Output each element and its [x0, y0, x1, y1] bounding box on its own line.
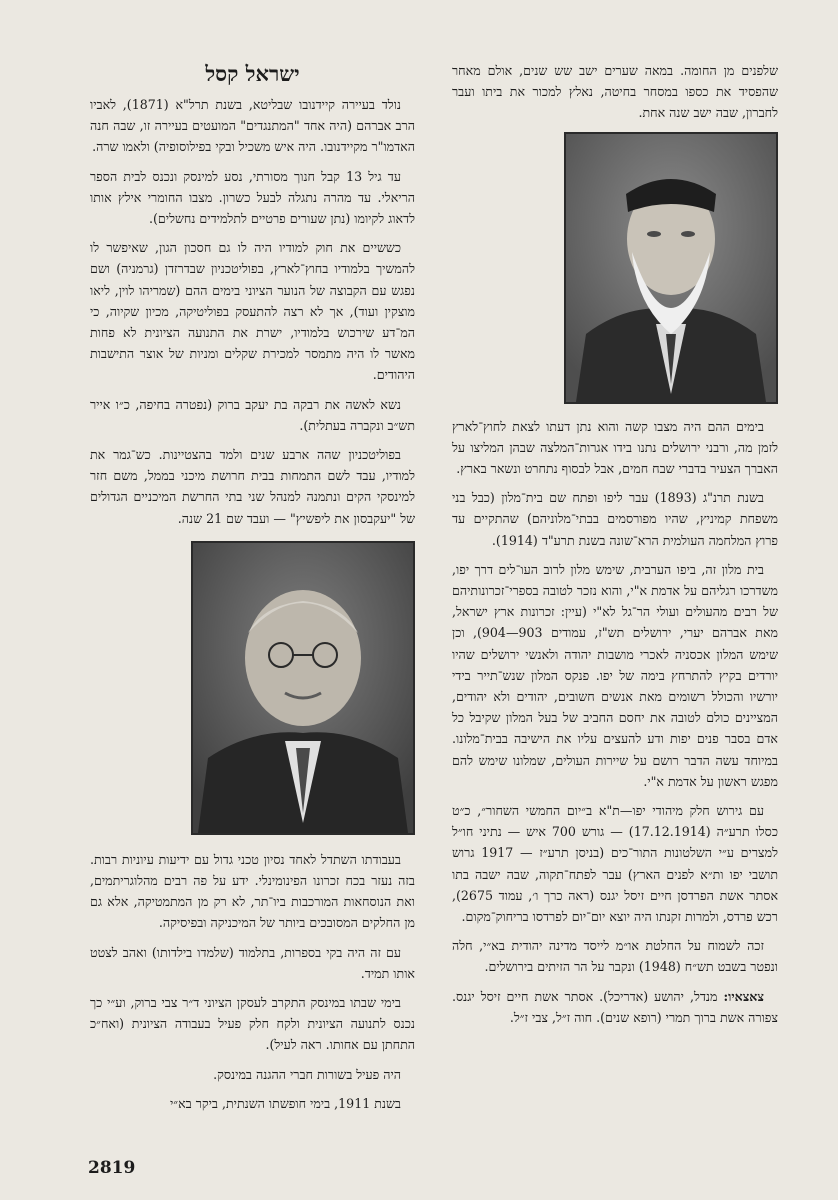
paragraph: בשנת תרנ"ג (1893) עבר ליפו ופתח שם בית־מלון (כבל בני משפחת קמיניץ, שהיו מפורסמים בבתי־מלוניהם) שהתקיים עד פרוץ המלחמה העולמית הרא־שונה בשנת תרע"ד (1914). [452, 490, 778, 548]
paragraph: שלפנים מן החומה. במאה שערים ישב שש שנים, אולם מאחר שהפסיד את כספו במסחר בחיטה, נאלץ למכור את ביתו ועבר לחברון, שבה ישב שנה אחת. [452, 63, 778, 121]
paragraph: עם זה היה בקי בספרות, בתלמוד (שלמדו בילדותו) ואהב לצטט אותו תמיד. [90, 944, 415, 981]
left-column [90, 60, 415, 1122]
paragraph: עד גיל 13 קבל חנוך מסורתי, נסע למינסק ונכנס לבית הספר הריאלי. עד מהרה נתגלה לבעל כשרון. מצבו החומרי אילץ אותו לדאוג לקיומו (נתן שעורים פרטיים לתלמידים נחשלים). [90, 168, 415, 227]
descendants-label: צאצאיו: [723, 988, 764, 1004]
paragraph: בימי שבתו במינסק התקרב לעסקן הציוני ד״ר צבי ברוק, וע״י כך נכנס לתנועה הציונית ולקח חלק פעיל בעבודה הציונית (ואח״כ התחתן עם אחותו. ראה לעיל). [90, 995, 415, 1053]
paragraph: בימים ההם היה מצבו קשה והוא נתן דעתו לצאת לחוץ־לארץ לזמן מה, ורבני ירושלים נתנו בידו אגרות־המלצה שבהן המליצו על האברך הצעיר בדברי שבח חמים, אבל לבסוף נתחרט ונשאר בארץ. [452, 418, 778, 477]
portrait-photo-man-glasses [191, 541, 415, 835]
paragraph: כששיים את חוק למודיו היה לו גם חסכון הגון, שאיפשר לו להמשיך בלמודיו בחוץ־לארץ, בפוליטכניון שבדרזדן (גרמניה) ושם נפגש עם הקבוצה של הנוער הציוני בימים ההם (שמריהו לוין, ליאו מוצקין ועוד), אך לא רצה להתעסק בפוליטיקה, מכיון שקיוה, כי המ־דע שירכוש בלמודיו, ישרת את התנועה הציונית לא פחות מאשר לו היה מתמסר למכירת שקלים ומניות של אוצר התישבות היהודים. [90, 240, 415, 383]
right-column [452, 60, 778, 1036]
portrait-photo-elderly-man [564, 132, 778, 404]
descendants-text: מנדל, יהושע (אדריכל). אסתר אשת חיים זיסל יגנס. צפורה אשת ברוך תמרי (רופא שנים). חוה ז״ל, צבי ז״ל. [452, 988, 778, 1025]
paragraph: היה פעיל בשורות חברי ההגנה במינסק. [213, 1066, 401, 1082]
paragraph: בית מלון זה, ביפו הערבית, שימש מלון לרוב העו־לים דרך יפו, משדרכו רגליהם על אדמת א"י, והוא נזכר לטובה בספרי־זכרונותיהם של רבים מהעולים ועולי הר־גל לא"י (עיין: זכרונות ארץ ישראל, מאת אברהם יערי, ירושלים תש"ז, עמודים 903—904), וכן שימש המלון אכסניה לאכרי מושבות יהודה ולאנשי ירושלים שהיו יורדים בקיץ להתרחץ בימה של יפו. פנקס המלון שנש־תייר בידי יורשיו והכולל רשומים מאת אנשים חשובים, יהודים ולא יהודים, המציינים כולם לטובה את יחסם החביב של בעל המלון שקיבל כל אדם בסבר פנים יפות ודע להעצים עליו את הישיבה בבית־מלונו. במיוחד עשה הדבר רושם על שיירות העולים, שמלונו שימש להם מפגש ראשון על אדמת א"י. [452, 561, 778, 789]
portrait-image [566, 134, 776, 402]
paragraph: בפוליטכניון שהה ארבע שנים ולמד בהצטיינות. כש־גמר את למודיו, עבד לשם התמחות בבית חרושת מיכני בממל, משם חזר למינסקי הקים ונתמנה למנהל שני בתי החרשת המיכניים הגדולים של "יעקבסון את ליפשיץ" — ועבד שם 21 שנה. [90, 447, 415, 526]
paragraph: זכה לשמוח על החלטת או״מ לייסד מדינה יהודית בא״י, חלה ונפטר בשבט תש״ח (1948) ונקבר על הר הזיתים בירושלים. [452, 938, 778, 975]
descendants-paragraph [452, 986, 778, 1028]
page-number: 2819 [88, 1158, 136, 1178]
paragraph: נשא לאשה את רבקה בת יעקב ברוק (נפטרה בחיפה, כ״ו אייר תש״ב ונקברה בעתלית). [90, 396, 415, 433]
paragraph: עם גירוש חלק מיהודי יפו—ת"א ב״יום החמשי השחור״, כ״ט כסלו תרע״ה (17.12.1914) — גורש 700 איש — נתיני חו״ל למצרים ע״י השלטונות התור־כים (בניסן תרע״ז — 1917 גרוש תושבי יפו ות״א לפנים הארץ) עבר לפתח־תקוה, שבה ישבה בתו אסתר אשת הפרדסן חיים זיסל יגנס (ראה כרך ו׳, עמוד 2675), רכש פרדס, ולמרות זקנתו היה יוצא יום־יום לפרדסו בריחוק־מקום. [452, 803, 779, 925]
paragraph: בעבודתו השתדל לאחד נסיון טכני גדול עם ידיעות עיוניות רבות. בזה נעזר בכח זכרונו הפינומינלי. ידע על פה רבים מהלוגריתמים, ואת הנוסחאות המורכבות ביו־תר, לא רק מן המתמטיקה, אלא גם מן החלקים המסובכים ביותר של המיכניקה ובפיסיקה. [90, 851, 415, 931]
paragraph: בשנת 1911, בימי חופשתו השנתית, ביקר בא״י [169, 1095, 401, 1111]
paragraph: נולד בעיירה קיידנובו שבליטא, בשנת תרל"א (1871), לאביו הרב אברהם (היה אחד "המתנגדים" המועטים בעיירה זו, שבה חנה האדמו"ר מקיידנובו. היה איש משכיל ובקי בפילוסופיה) ולאמו שרה. [90, 97, 415, 155]
article-title: ישראל קסל [205, 61, 300, 86]
portrait-image [193, 543, 413, 833]
